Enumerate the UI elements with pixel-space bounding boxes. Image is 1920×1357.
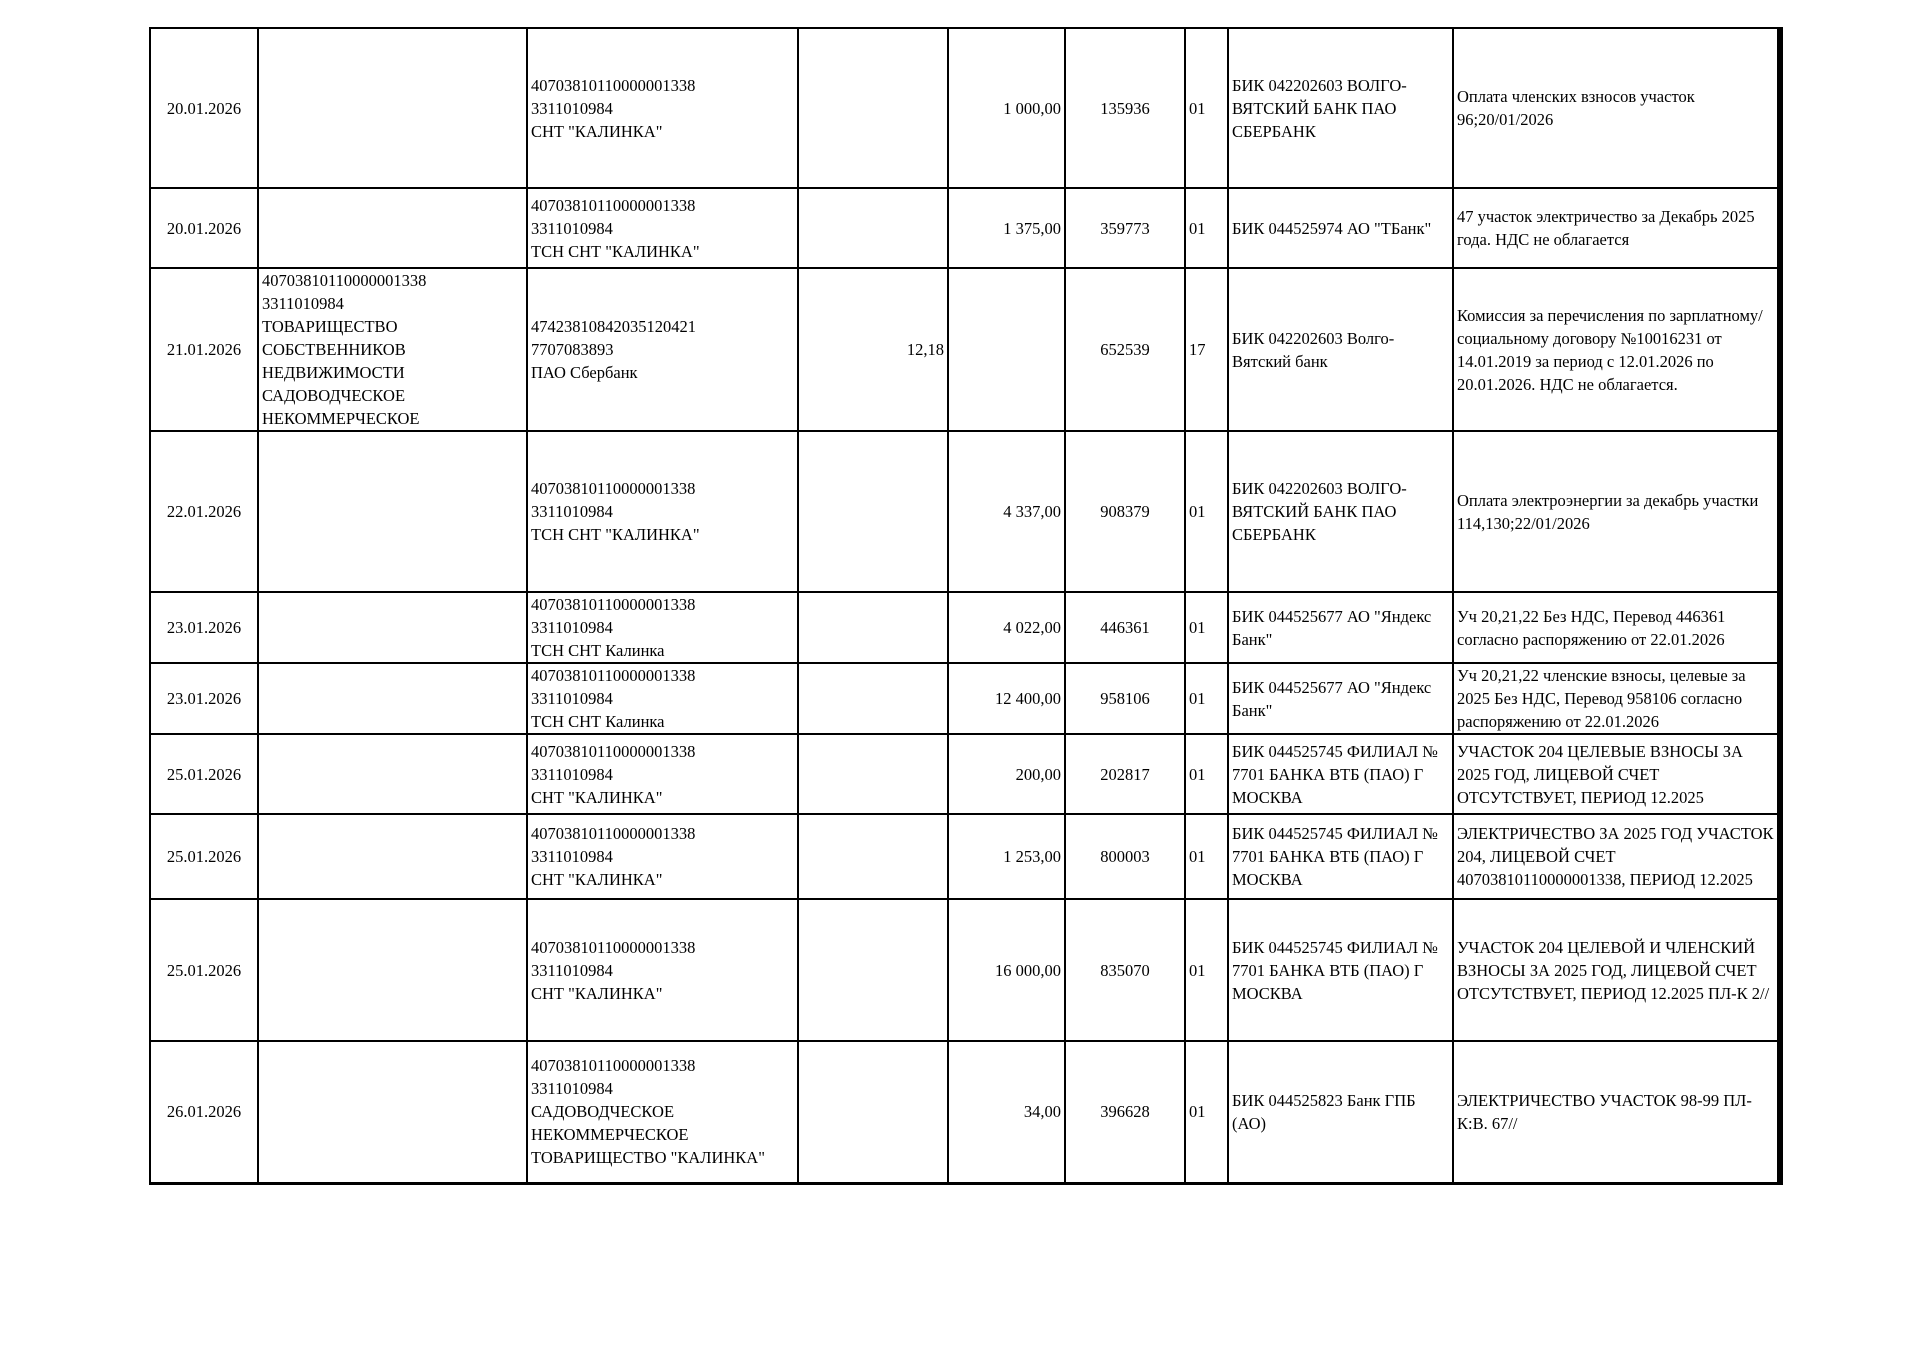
bank-cell xyxy=(1228,592,1453,663)
bank-cell xyxy=(1228,28,1453,188)
payee-line: 3311010984 xyxy=(531,1079,613,1099)
credit-amount-cell: 200,00 xyxy=(948,734,1065,814)
payee-line: 3311010984 xyxy=(531,502,613,521)
purpose-text: УЧАСТОК 204 ЦЕЛЕВОЙ И ЧЛЕНСКИЙ ВЗНОСЫ ЗА 2025 ГОД, ЛИЦЕВОЙ СЧЕТ ОТСУТСТВУЕТ, ПЕРИОД 12.2025 ПЛ-К 2// xyxy=(1457,937,1770,1003)
operation-code-cell: 01 xyxy=(1185,1041,1228,1183)
purpose-text: 47 участок электричество за Декабрь 2025 года. НДС не облагается xyxy=(1457,207,1755,249)
debit-amount-cell xyxy=(798,1041,948,1183)
payer-cell xyxy=(258,663,527,734)
purpose-text: Оплата членских взносов участок 96;20/01/2026 xyxy=(1457,87,1695,129)
statement-row xyxy=(150,899,1780,1041)
payer-cell xyxy=(258,28,527,188)
debit-amount-cell xyxy=(798,592,948,663)
bank-text: БИК 042202603 ВОЛГО-ВЯТСКИЙ БАНК ПАО СБЕРБАНК xyxy=(1232,75,1407,141)
payee-line: 40703810110000001338 xyxy=(531,595,696,614)
operation-code-cell: 01 xyxy=(1185,592,1228,663)
document-number-cell: 835070 xyxy=(1065,899,1185,1041)
payer-cell xyxy=(258,592,527,663)
bank-text: БИК 044525745 ФИЛИАЛ № 7701 БАНКА ВТБ (ПАО) Г МОСКВА xyxy=(1232,741,1438,807)
payer-line: 40703810110000001338 xyxy=(262,271,427,290)
purpose-text: ЭЛЕКТРИЧЕСТВО УЧАСТОК 98-99 ПЛ-К:В. 67// xyxy=(1457,1090,1752,1133)
statement-table xyxy=(149,27,1783,1185)
purpose-cell xyxy=(1453,592,1780,663)
purpose-text: ЭЛЕКТРИЧЕСТВО ЗА 2025 ГОД УЧАСТОК 204, ЛИЦЕВОЙ СЧЕТ 40703810110000001338, ПЕРИОД 12.2025 xyxy=(1457,824,1774,889)
operation-code-cell: 01 xyxy=(1185,734,1228,814)
bank-text: БИК 042202603 Волго-Вятский банк xyxy=(1232,328,1395,371)
credit-amount-cell: 16 000,00 xyxy=(948,899,1065,1041)
date-cell: 21.01.2026 xyxy=(150,268,258,431)
date-cell: 20.01.2026 xyxy=(150,188,258,268)
payer-line: ТОВАРИЩЕСТВО xyxy=(262,317,398,336)
statement-row xyxy=(150,1041,1780,1183)
operation-code-cell: 01 xyxy=(1185,899,1228,1041)
statement-row xyxy=(150,431,1780,592)
bank-text: БИК 044525823 Банк ГПБ (АО) xyxy=(1232,1090,1416,1133)
bank-text: БИК 042202603 ВОЛГО-ВЯТСКИЙ БАНК ПАО СБЕРБАНК xyxy=(1232,479,1407,544)
purpose-cell xyxy=(1453,28,1780,188)
credit-amount-cell: 34,00 xyxy=(948,1041,1065,1183)
document-number-cell: 446361 xyxy=(1065,592,1185,663)
credit-amount-cell: 1 253,00 xyxy=(948,814,1065,899)
payee-line: СНТ "КАЛИНКА" xyxy=(531,983,663,1003)
operation-code-cell: 01 xyxy=(1185,431,1228,592)
payee-cell xyxy=(527,268,798,431)
purpose-cell xyxy=(1453,1041,1780,1183)
bank-cell xyxy=(1228,188,1453,268)
statement-row xyxy=(150,663,1780,734)
payee-line: 3311010984 xyxy=(531,218,613,238)
operation-code-cell: 17 xyxy=(1185,268,1228,431)
statement-row xyxy=(150,188,1780,268)
date-cell: 20.01.2026 xyxy=(150,28,258,188)
date-cell: 25.01.2026 xyxy=(150,734,258,814)
payee-line: 3311010984 xyxy=(531,689,613,708)
date-cell: 25.01.2026 xyxy=(150,899,258,1041)
date-cell: 25.01.2026 xyxy=(150,814,258,899)
statement-table-body xyxy=(150,28,1780,1183)
payee-line: 3311010984 xyxy=(531,960,613,980)
operation-code-cell: 01 xyxy=(1185,814,1228,899)
bank-text: БИК 044525745 ФИЛИАЛ № 7701 БАНКА ВТБ (ПАО) Г МОСКВА xyxy=(1232,824,1438,889)
document-number-cell: 908379 xyxy=(1065,431,1185,592)
date-cell: 23.01.2026 xyxy=(150,663,258,734)
operation-code-cell: 01 xyxy=(1185,188,1228,268)
payee-line: 40703810110000001338 xyxy=(531,741,696,761)
bank-text: БИК 044525677 АО "Яндекс Банк" xyxy=(1232,677,1432,720)
payer-line: НЕКОММЕРЧЕСКОЕ xyxy=(262,409,420,428)
payer-line: 3311010984 xyxy=(262,294,344,313)
payee-line: ТСН СНТ "КАЛИНКА" xyxy=(531,241,700,261)
operation-code-cell: 01 xyxy=(1185,663,1228,734)
operation-code-cell: 01 xyxy=(1185,28,1228,188)
credit-amount-cell: 4 022,00 xyxy=(948,592,1065,663)
bank-cell xyxy=(1228,1041,1453,1183)
payee-cell xyxy=(527,899,798,1041)
debit-amount-cell xyxy=(798,431,948,592)
bank-text: БИК 044525677 АО "Яндекс Банк" xyxy=(1232,606,1432,649)
credit-amount-cell xyxy=(948,268,1065,431)
payee-line: 47423810842035120421 xyxy=(531,317,696,336)
payee-line: 3311010984 xyxy=(531,98,613,118)
payee-line: НЕКОММЕРЧЕСКОЕ xyxy=(531,1125,689,1145)
credit-amount-cell: 12 400,00 xyxy=(948,663,1065,734)
payee-line: ТСН СНТ Калинка xyxy=(531,712,665,731)
payee-line: ПАО Сбербанк xyxy=(531,363,638,382)
purpose-cell xyxy=(1453,734,1780,814)
document-number-cell: 359773 xyxy=(1065,188,1185,268)
payee-cell xyxy=(527,663,798,734)
payee-line: 3311010984 xyxy=(531,847,613,866)
date-cell: 26.01.2026 xyxy=(150,1041,258,1183)
purpose-text: УЧАСТОК 204 ЦЕЛЕВЫЕ ВЗНОСЫ ЗА 2025 ГОД, ЛИЦЕВОЙ СЧЕТ ОТСУТСТВУЕТ, ПЕРИОД 12.2025 xyxy=(1457,741,1743,807)
purpose-cell xyxy=(1453,431,1780,592)
payer-cell xyxy=(258,268,527,431)
credit-amount-cell: 1 375,00 xyxy=(948,188,1065,268)
statement-row xyxy=(150,268,1780,431)
payee-line: 40703810110000001338 xyxy=(531,937,696,957)
payee-line: 7707083893 xyxy=(531,340,614,359)
debit-amount-cell: 12,18 xyxy=(798,268,948,431)
payee-line: ТОВАРИЩЕСТВО "КАЛИНКА" xyxy=(531,1148,765,1168)
payee-line: 40703810110000001338 xyxy=(531,479,696,498)
bank-cell xyxy=(1228,431,1453,592)
payer-line: САДОВОДЧЕСКОЕ xyxy=(262,386,406,405)
document-number-cell: 396628 xyxy=(1065,1041,1185,1183)
credit-amount-cell: 1 000,00 xyxy=(948,28,1065,188)
payee-cell xyxy=(527,1041,798,1183)
document-number-cell: 202817 xyxy=(1065,734,1185,814)
payee-line: 3311010984 xyxy=(531,618,613,637)
bank-cell xyxy=(1228,268,1453,431)
payee-line: 40703810110000001338 xyxy=(531,1056,696,1076)
payee-line: САДОВОДЧЕСКОЕ xyxy=(531,1102,675,1122)
payee-line: 3311010984 xyxy=(531,764,613,784)
payee-line: СНТ "КАЛИНКА" xyxy=(531,870,663,889)
document-number-cell: 958106 xyxy=(1065,663,1185,734)
debit-amount-cell xyxy=(798,899,948,1041)
statement-row xyxy=(150,28,1780,188)
purpose-text: Уч 20,21,22 членские взносы, целевые за 2025 Без НДС, Перевод 958106 согласно распоряжению от 22.01.2026 xyxy=(1457,666,1746,731)
payer-cell xyxy=(258,899,527,1041)
bank-cell xyxy=(1228,899,1453,1041)
purpose-cell xyxy=(1453,814,1780,899)
payee-cell xyxy=(527,734,798,814)
payee-line: 40703810110000001338 xyxy=(531,195,696,215)
payer-cell xyxy=(258,431,527,592)
debit-amount-cell xyxy=(798,188,948,268)
debit-amount-cell xyxy=(798,734,948,814)
purpose-text: Уч 20,21,22 Без НДС, Перевод 446361 согласно распоряжению от 22.01.2026 xyxy=(1457,606,1726,649)
bank-cell xyxy=(1228,663,1453,734)
statement-row xyxy=(150,734,1780,814)
payee-cell xyxy=(527,814,798,899)
payer-cell xyxy=(258,1041,527,1183)
document-number-cell: 135936 xyxy=(1065,28,1185,188)
statement-row xyxy=(150,592,1780,663)
bank-cell xyxy=(1228,734,1453,814)
date-cell: 23.01.2026 xyxy=(150,592,258,663)
payee-cell xyxy=(527,28,798,188)
payee-line: 40703810110000001338 xyxy=(531,824,696,843)
payee-line: СНТ "КАЛИНКА" xyxy=(531,121,663,141)
payer-cell xyxy=(258,814,527,899)
payer-line: СОБСТВЕННИКОВ xyxy=(262,340,406,359)
date-cell: 22.01.2026 xyxy=(150,431,258,592)
payer-cell xyxy=(258,188,527,268)
document-number-cell: 652539 xyxy=(1065,268,1185,431)
payee-cell xyxy=(527,431,798,592)
purpose-cell xyxy=(1453,663,1780,734)
payee-line: ТСН СНТ Калинка xyxy=(531,641,665,660)
payer-cell xyxy=(258,734,527,814)
bank-text: БИК 044525974 АО "ТБанк" xyxy=(1232,218,1432,238)
payee-cell xyxy=(527,188,798,268)
debit-amount-cell xyxy=(798,663,948,734)
payee-line: 40703810110000001338 xyxy=(531,666,696,685)
purpose-cell xyxy=(1453,899,1780,1041)
credit-amount-cell: 4 337,00 xyxy=(948,431,1065,592)
debit-amount-cell xyxy=(798,814,948,899)
purpose-cell xyxy=(1453,188,1780,268)
document-number-cell: 800003 xyxy=(1065,814,1185,899)
payee-cell xyxy=(527,592,798,663)
payee-line: 40703810110000001338 xyxy=(531,75,696,95)
purpose-text: Комиссия за перечисления по зарплатному/социальному договору №10016231 от 14.01.2019 за период с 12.01.2026 по 20.01.2026. НДС не облагается. xyxy=(1457,305,1763,394)
debit-amount-cell xyxy=(798,28,948,188)
bank-text: БИК 044525745 ФИЛИАЛ № 7701 БАНКА ВТБ (ПАО) Г МОСКВА xyxy=(1232,937,1438,1003)
payee-line: ТСН СНТ "КАЛИНКА" xyxy=(531,525,700,544)
statement-row xyxy=(150,814,1780,899)
payee-line: СНТ "КАЛИНКА" xyxy=(531,787,663,807)
purpose-cell xyxy=(1453,268,1780,431)
bank-cell xyxy=(1228,814,1453,899)
payer-line: НЕДВИЖИМОСТИ xyxy=(262,363,405,382)
purpose-text: Оплата электроэнергии за декабрь участки 114,130;22/01/2026 xyxy=(1457,490,1759,533)
